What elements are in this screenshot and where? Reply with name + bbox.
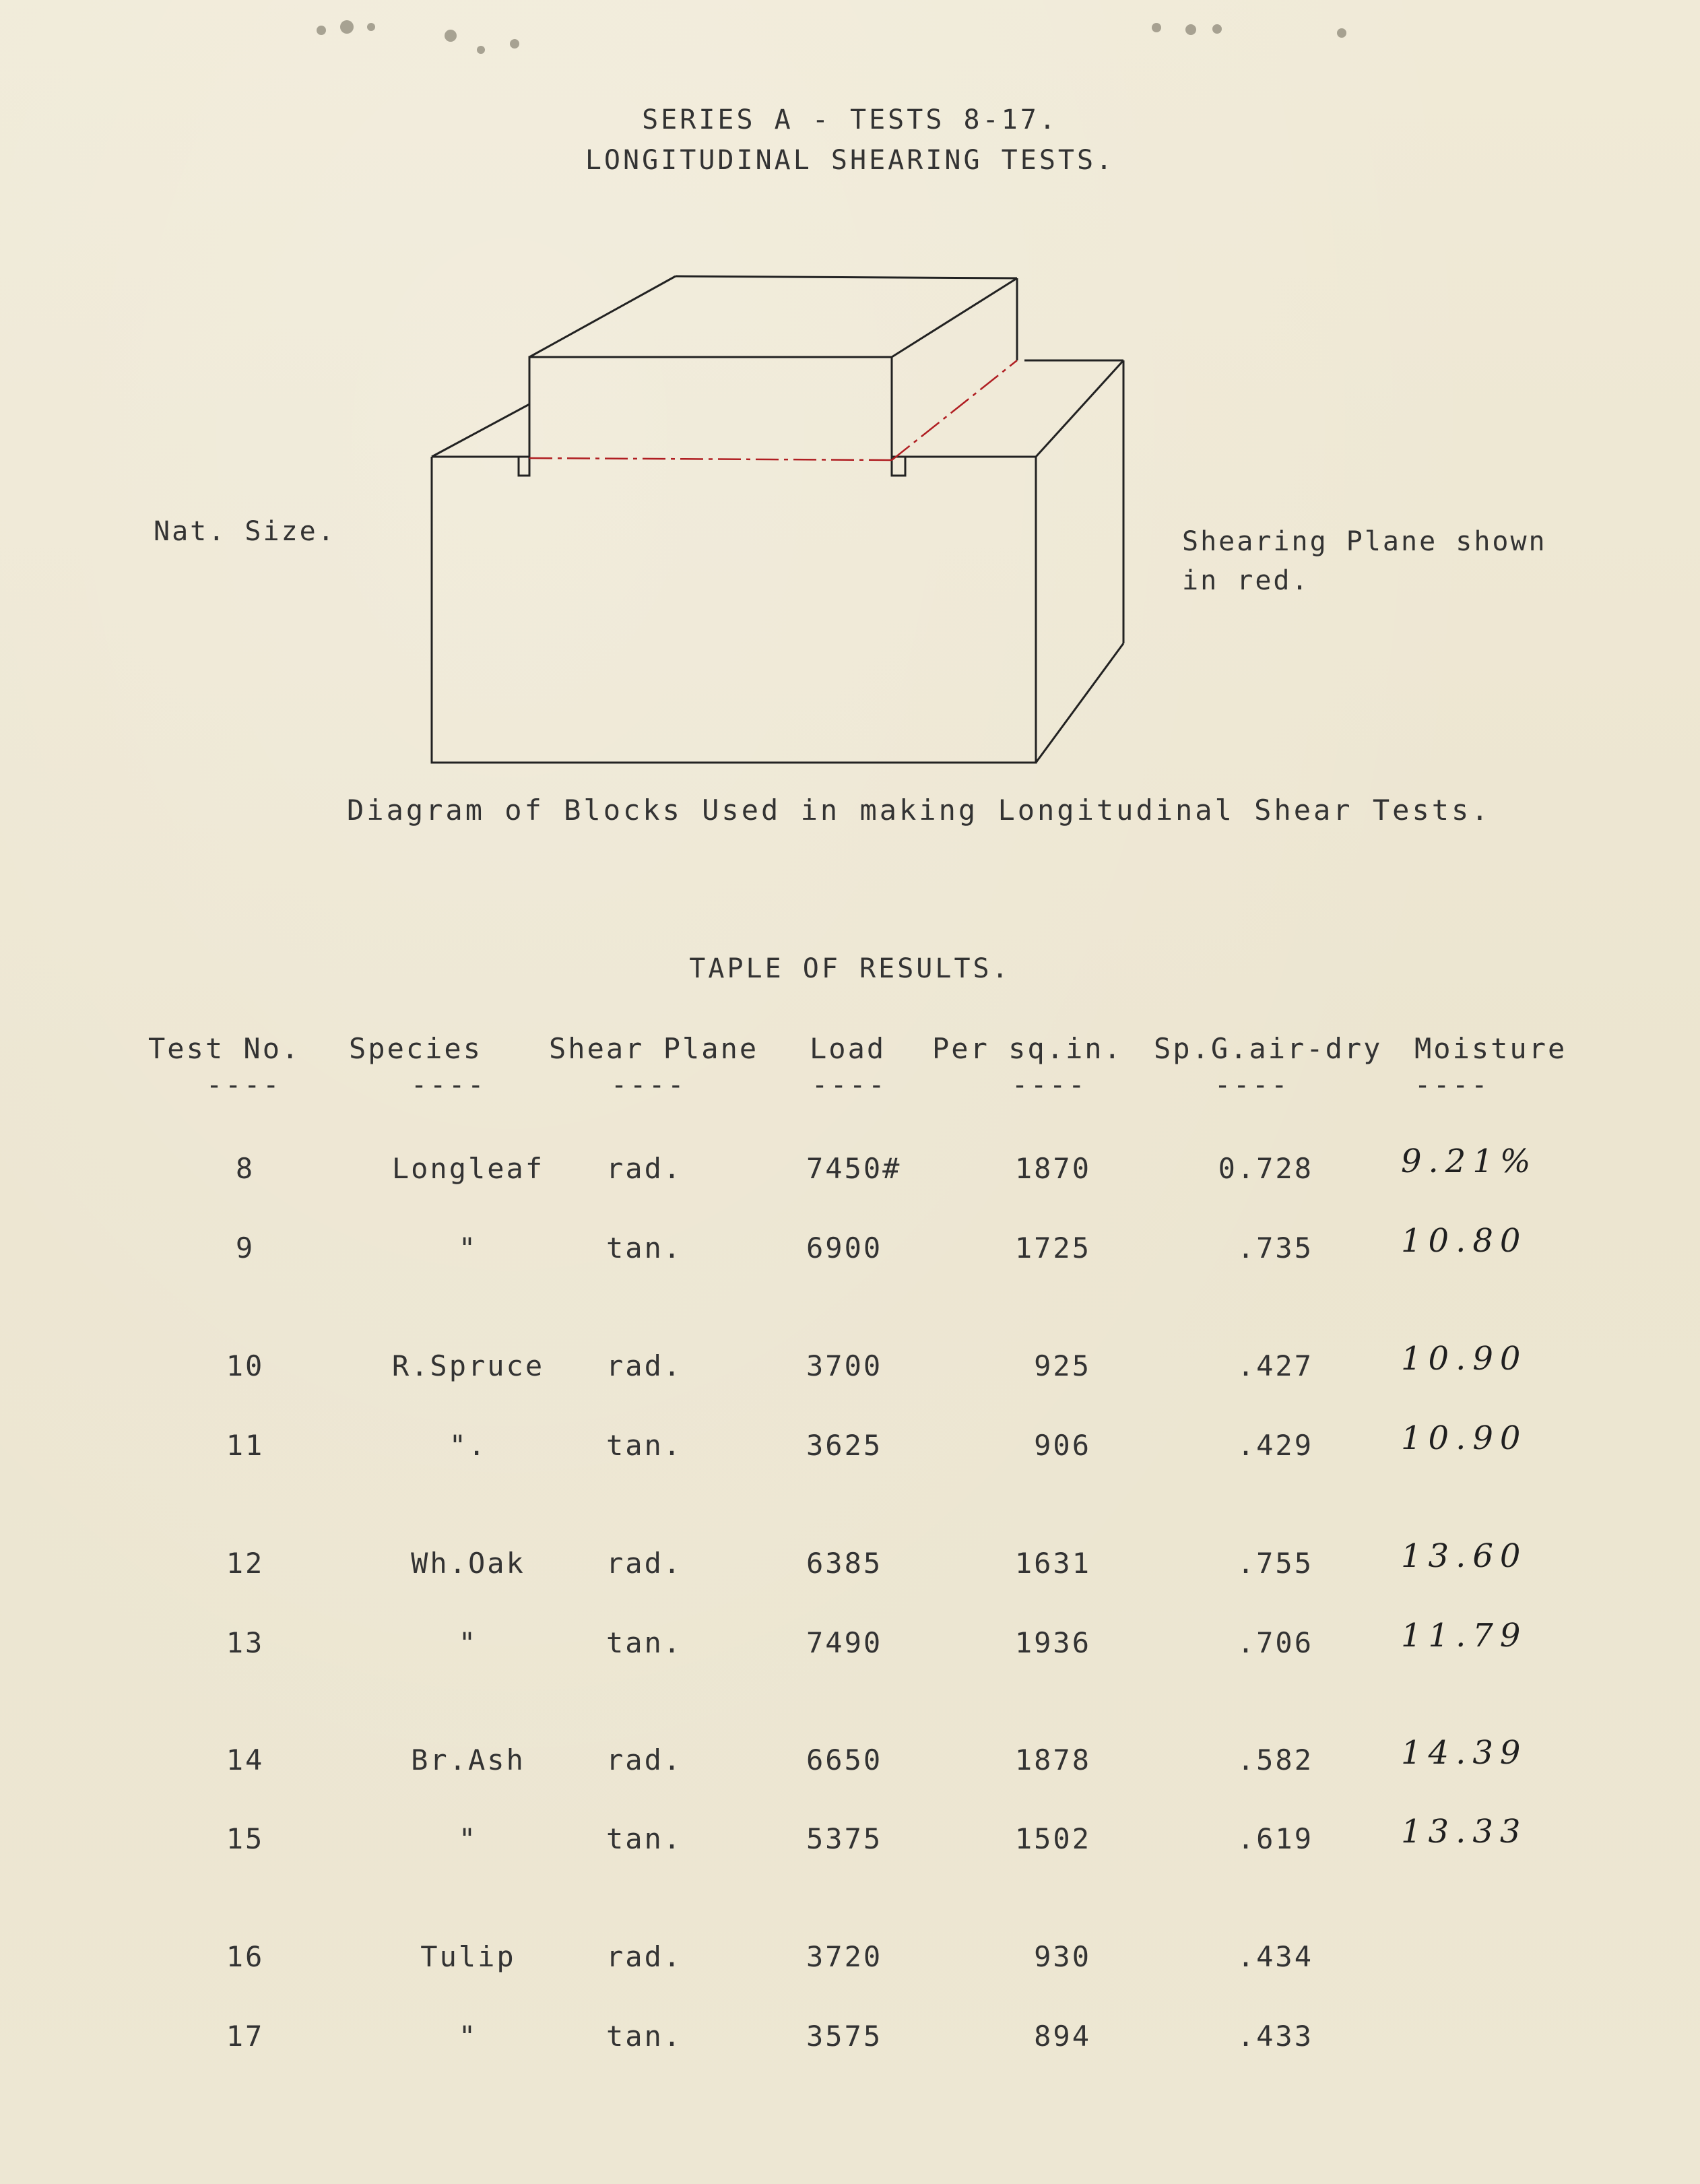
cell-species: R.Spruce [391,1349,545,1382]
upper-block-front [529,357,892,472]
cell-sp-g: .755 [1237,1547,1313,1580]
cell-load: 6900 [806,1231,883,1264]
lower-block-top-edge [1036,360,1123,457]
shear-plane-line [529,458,892,460]
cell-shear-plane: tan. [606,2020,683,2053]
cell-species: Wh.Oak [411,1547,525,1580]
header-separator: ---- [1414,1070,1491,1101]
cell-test-no: 13 [226,1626,265,1659]
upper-block-top-left [529,276,676,357]
cell-per-sq-in: 1936 [1014,1626,1091,1659]
upper-block-top-back [676,276,1017,278]
cell-load: 7490 [806,1626,883,1659]
cell-sp-g: .433 [1237,2020,1313,2053]
cell-test-no: 11 [226,1429,265,1462]
cell-per-sq-in: 1878 [1014,1743,1091,1776]
cell-sp-g: .619 [1237,1822,1313,1855]
header-moisture: Moisture [1414,1032,1567,1065]
cell-moisture: 13.60 [1401,1537,1528,1575]
cell-test-no: 16 [226,1940,265,1973]
cell-test-no: 14 [226,1743,265,1776]
cell-test-no: 12 [226,1547,265,1580]
cell-load: 3720 [806,1940,883,1973]
shear-block-diagram [0,0,1700,808]
cell-load: 3575 [806,2020,883,2053]
cell-test-no: 10 [226,1349,265,1382]
test-title: LONGITUDINAL SHEARING TESTS. [585,145,1115,176]
cell-load: 6650 [806,1743,883,1776]
cell-per-sq-in: 1725 [1014,1231,1091,1264]
cell-shear-plane: rad. [606,1349,683,1382]
cell-test-no: 15 [226,1822,265,1855]
cell-sp-g: .434 [1237,1940,1313,1973]
header-per-sq-in: Per sq.in. [932,1032,1123,1065]
header-separator: ---- [1012,1070,1088,1101]
cell-load: 7450# [806,1152,902,1185]
cell-load: 3625 [806,1429,883,1462]
cell-moisture: 14.39 [1401,1734,1528,1772]
header-separator: ---- [1214,1070,1290,1101]
shear-note-line1: Shearing Plane shown [1182,526,1547,557]
cell-species: " [458,1231,478,1264]
cell-sp-g: .427 [1237,1349,1313,1382]
header-load: Load [810,1032,886,1065]
cell-moisture: 9.21% [1401,1143,1538,1180]
header-shear-plane: Shear Plane [549,1032,759,1065]
cell-species: Br.Ash [411,1743,525,1776]
cell-load: 3700 [806,1349,883,1382]
cell-per-sq-in: 1502 [1014,1822,1091,1855]
cell-sp-g: 0.728 [1218,1152,1313,1185]
cell-per-sq-in: 906 [1034,1429,1091,1462]
cell-shear-plane: tan. [606,1429,683,1462]
cell-shear-plane: rad. [606,1940,683,1973]
cell-shear-plane: tan. [606,1626,683,1659]
header-sp-g: Sp.G.air-dry [1154,1032,1383,1065]
diagram-caption: Diagram of Blocks Used in making Longitudinal Shear Tests. [347,794,1491,827]
shear-plane-line [892,360,1017,460]
cell-shear-plane: tan. [606,1231,683,1264]
cell-per-sq-in: 1870 [1014,1152,1091,1185]
cell-load: 6385 [806,1547,883,1580]
header-species: Species [349,1032,483,1065]
header-separator: ---- [611,1070,687,1101]
lower-block-bottom-edge [1036,643,1123,763]
header-separator: ---- [411,1070,487,1101]
cell-test-no: 9 [235,1231,255,1264]
cell-shear-plane: rad. [606,1743,683,1776]
cell-moisture: 13.33 [1401,1813,1528,1851]
cell-per-sq-in: 930 [1034,1940,1091,1973]
cell-species: " [458,2020,478,2053]
header-test-no: Test No. [148,1032,301,1065]
cell-moisture: 11.79 [1401,1617,1528,1655]
left-notch [519,457,529,476]
cell-sp-g: .429 [1237,1429,1313,1462]
cell-moisture: 10.90 [1401,1419,1528,1457]
cell-moisture: 10.80 [1401,1222,1528,1260]
cell-species: " [458,1822,478,1855]
cell-sp-g: .706 [1237,1626,1313,1659]
cell-load: 5375 [806,1822,883,1855]
cell-moisture: 10.90 [1401,1340,1528,1378]
cell-test-no: 8 [235,1152,255,1185]
lower-block-front [432,457,1036,763]
cell-per-sq-in: 1631 [1014,1547,1091,1580]
series-title: SERIES A - TESTS 8-17. [642,104,1058,135]
cell-shear-plane: rad. [606,1152,683,1185]
cell-species: Tulip [420,1940,516,1973]
header-separator: ---- [812,1070,888,1101]
cell-species: ". [449,1429,488,1462]
cell-sp-g: .735 [1237,1231,1313,1264]
cell-species: Longleaf [391,1152,545,1185]
upper-block-top-right [892,278,1017,357]
shear-note-line2: in red. [1182,565,1310,596]
header-separator: ---- [206,1070,282,1101]
scale-note: Nat. Size. [154,516,336,547]
cell-test-no: 17 [226,2020,265,2053]
cell-per-sq-in: 925 [1034,1349,1091,1382]
cell-per-sq-in: 894 [1034,2020,1091,2053]
cell-shear-plane: rad. [606,1547,683,1580]
lower-block-top-left [432,404,529,457]
cell-shear-plane: tan. [606,1822,683,1855]
cell-species: " [458,1626,478,1659]
table-title: TAPLE OF RESULTS. [689,953,1011,984]
cell-sp-g: .582 [1237,1743,1313,1776]
